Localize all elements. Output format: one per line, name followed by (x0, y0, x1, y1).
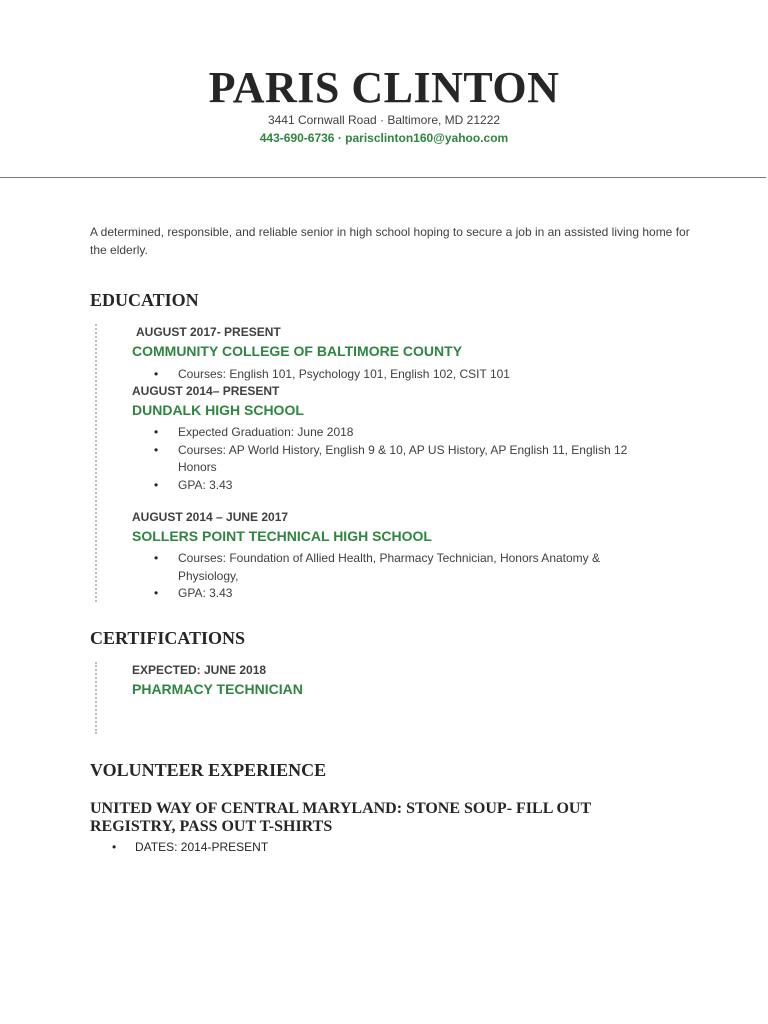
education-bullets-1 (132, 366, 652, 384)
list-item: • Expected Graduation: June 2018 (132, 424, 652, 442)
certifications-heading: CERTIFICATIONS (90, 628, 246, 648)
header-divider (0, 177, 766, 178)
volunteer-bullets (90, 839, 268, 856)
volunteer-heading: VOLUNTEER EXPERIENCE (90, 760, 327, 780)
education-date-3: AUGUST 2014 – JUNE 2017 (132, 510, 289, 524)
list-item: • Courses: AP World History, English 9 & 10, AP US History, AP English 11, English 12 Honors (132, 442, 652, 477)
education-bullets-2 (132, 424, 652, 494)
list-item: • Courses: English 101, Psychology 101, English 102, CSIT 101 (132, 366, 652, 384)
list-item: • DATES: 2014-PRESENT (90, 839, 268, 856)
contact-line: 443-690-6736 · parisclinton160@yahoo.com (259, 131, 509, 145)
education-school-1: COMMUNITY COLLEGE OF BALTIMORE COUNTY (132, 343, 463, 359)
address-line: 3441 Cornwall Road · Baltimore, MD 21222 (267, 113, 501, 127)
list-item: • GPA: 3.43 (132, 477, 652, 495)
list-item: • Courses: Foundation of Allied Health, Pharmacy Technician, Honors Anatomy & Physiology, (132, 550, 652, 585)
certification-date: EXPECTED: JUNE 2018 (132, 663, 267, 677)
resume-name: PARIS CLINTON (208, 63, 560, 112)
volunteer-role: UNITED WAY OF CENTRAL MARYLAND: STONE SOUP- FILL OUT REGISTRY, PASS OUT T-SHIRTS (90, 800, 591, 835)
education-heading: EDUCATION (90, 290, 199, 310)
education-date-2: AUGUST 2014– PRESENT (132, 384, 280, 398)
list-item: • GPA: 3.43 (132, 585, 652, 603)
certification-name: PHARMACY TECHNICIAN (132, 681, 303, 697)
objective-summary: A determined, responsible, and reliable senior in high school hoping to secure a job in an assisted living home for the elderly. (90, 225, 690, 257)
education-school-3: SOLLERS POINT TECHNICAL HIGH SCHOOL (132, 528, 432, 544)
certifications-timeline-line (95, 662, 97, 734)
education-bullets-3 (132, 550, 652, 603)
education-date-1: AUGUST 2017- PRESENT (136, 325, 281, 339)
education-school-2: DUNDALK HIGH SCHOOL (132, 402, 304, 418)
education-timeline-line (95, 324, 97, 602)
